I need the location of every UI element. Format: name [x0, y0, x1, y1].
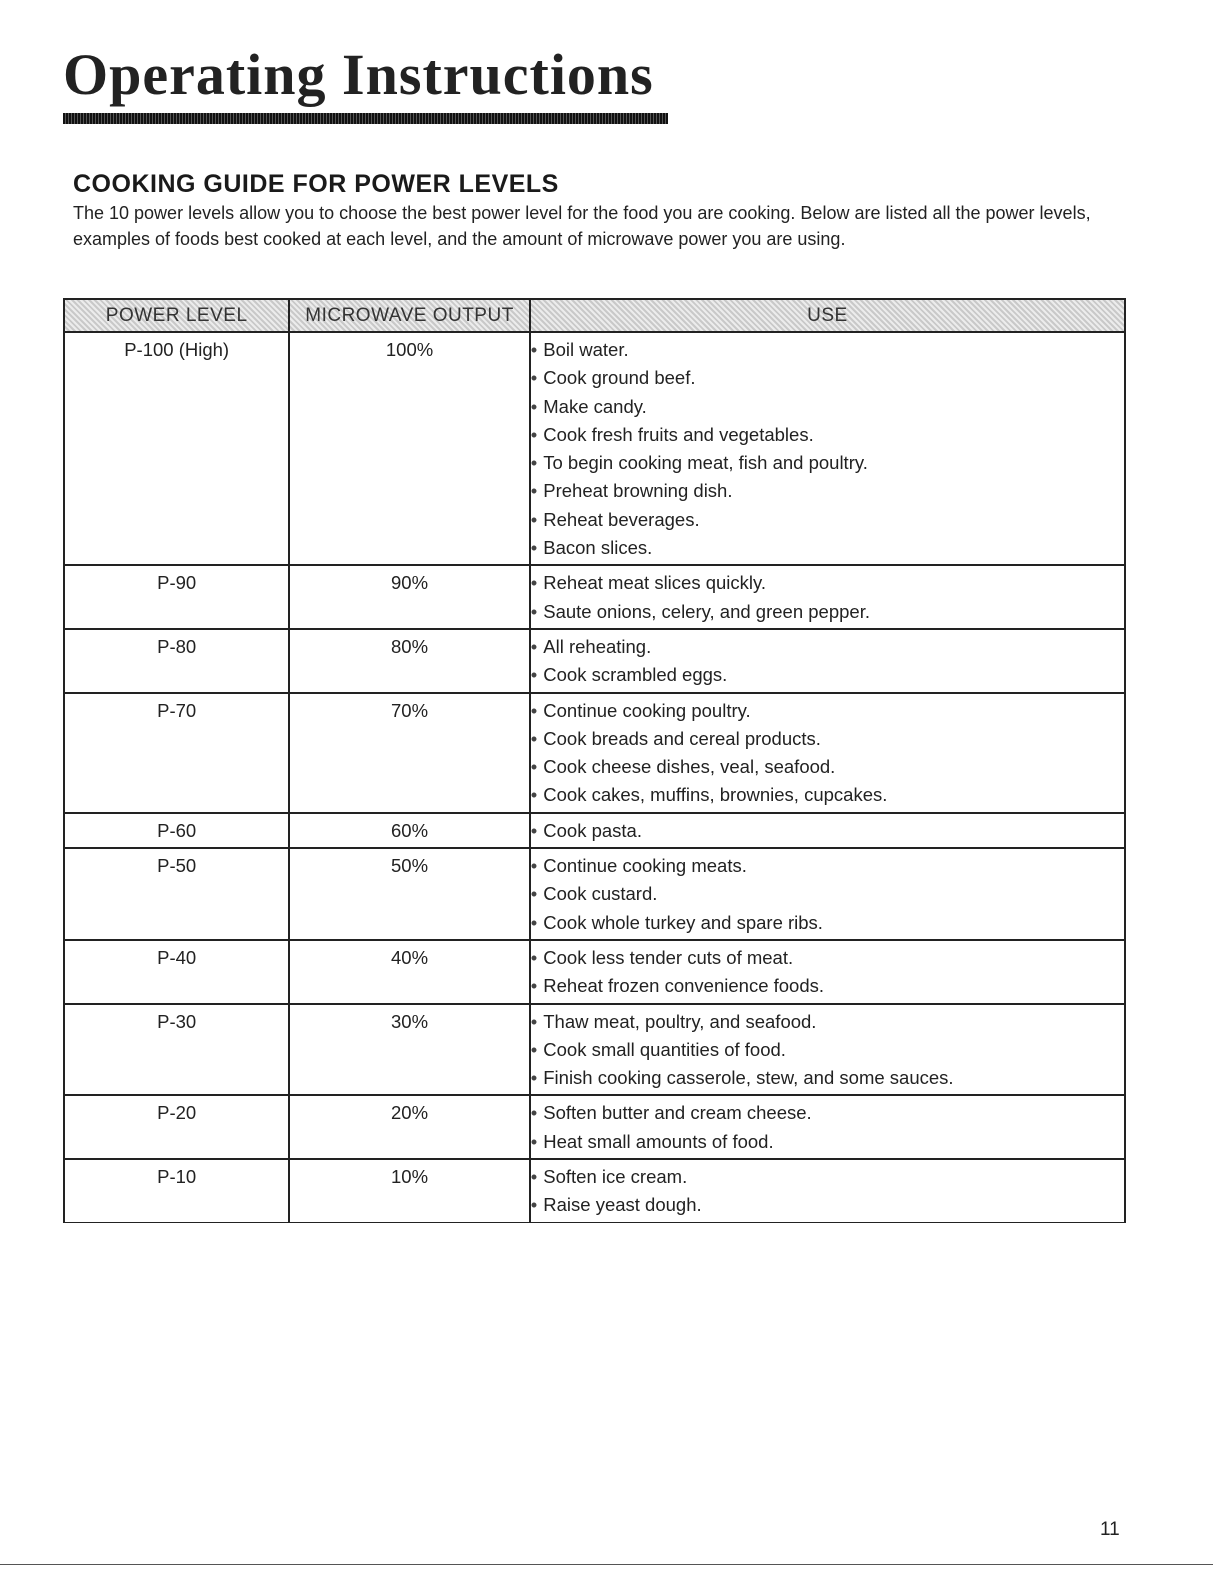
use-item: • Continue cooking poultry. [531, 697, 1124, 725]
power-level-cell: P-40 [64, 940, 289, 1004]
use-cell [530, 565, 1125, 629]
microwave-output-cell: 80% [289, 629, 529, 693]
microwave-output-cell: 20% [289, 1095, 529, 1159]
use-cell [530, 848, 1125, 940]
use-item: • Make candy. [531, 393, 1124, 421]
section-heading: COOKING GUIDE FOR POWER LEVELS [73, 170, 559, 198]
use-list [531, 336, 1124, 562]
use-item: • To begin cooking meat, fish and poultry. [531, 449, 1124, 477]
table-row [64, 1095, 1125, 1159]
use-item: • All reheating. [531, 633, 1124, 661]
microwave-output-cell: 70% [289, 693, 529, 813]
bottom-rule [0, 1564, 1213, 1565]
use-item: • Reheat frozen convenience foods. [531, 972, 1124, 1000]
intro-paragraph: The 10 power levels allow you to choose the best power level for the food you are cooking. Below are listed all the power levels, examples of foods best cooked at each level, and the amount of microwave power you are using. [73, 203, 1091, 249]
use-cell [530, 1095, 1125, 1159]
use-item: • Thaw meat, poultry, and seafood. [531, 1008, 1124, 1036]
use-item: • Heat small amounts of food. [531, 1128, 1124, 1156]
use-list [531, 1099, 1124, 1156]
use-list [531, 852, 1124, 937]
table-row [64, 1159, 1125, 1222]
table-row [64, 1004, 1125, 1096]
use-item: • Cook less tender cuts of meat. [531, 944, 1124, 972]
use-list [531, 569, 1124, 626]
use-item: • Cook breads and cereal products. [531, 725, 1124, 753]
power-level-cell: P-100 (High) [64, 332, 289, 565]
use-item: • Raise yeast dough. [531, 1191, 1124, 1219]
use-cell [530, 629, 1125, 693]
power-level-cell: P-70 [64, 693, 289, 813]
microwave-output-cell: 30% [289, 1004, 529, 1096]
power-level-cell: P-20 [64, 1095, 289, 1159]
use-item: • Cook cheese dishes, veal, seafood. [531, 753, 1124, 781]
power-level-cell: P-90 [64, 565, 289, 629]
power-level-cell: P-10 [64, 1159, 289, 1222]
header-use: USE [530, 299, 1125, 332]
microwave-output-cell: 10% [289, 1159, 529, 1222]
use-item: • Reheat beverages. [531, 506, 1124, 534]
table-row [64, 565, 1125, 629]
microwave-output-cell: 90% [289, 565, 529, 629]
microwave-output-cell: 50% [289, 848, 529, 940]
use-list [531, 1163, 1124, 1220]
power-level-cell: P-60 [64, 813, 289, 848]
use-list [531, 817, 1124, 845]
microwave-output-cell: 60% [289, 813, 529, 848]
use-item: • Cook cakes, muffins, brownies, cupcakes. [531, 781, 1124, 809]
table-row [64, 332, 1125, 565]
use-list [531, 944, 1124, 1001]
power-level-cell: P-80 [64, 629, 289, 693]
use-cell [530, 693, 1125, 813]
power-level-cell: P-50 [64, 848, 289, 940]
table-row [64, 940, 1125, 1004]
use-item: • Continue cooking meats. [531, 852, 1124, 880]
use-cell [530, 813, 1125, 848]
use-item: • Saute onions, celery, and green pepper. [531, 598, 1124, 626]
microwave-output-cell: 100% [289, 332, 529, 565]
use-list [531, 633, 1124, 690]
power-level-cell: P-30 [64, 1004, 289, 1096]
use-cell [530, 940, 1125, 1004]
use-item: • Cook ground beef. [531, 364, 1124, 392]
use-item: • Cook whole turkey and spare ribs. [531, 909, 1124, 937]
use-item: • Cook scrambled eggs. [531, 661, 1124, 689]
use-item: • Cook pasta. [531, 817, 1124, 845]
use-item: • Reheat meat slices quickly. [531, 569, 1124, 597]
use-list [531, 1008, 1124, 1093]
microwave-output-cell: 40% [289, 940, 529, 1004]
page-title: Operating Instructions [63, 42, 654, 107]
use-item: • Cook fresh fruits and vegetables. [531, 421, 1124, 449]
use-item: • Soften ice cream. [531, 1163, 1124, 1191]
use-item: • Preheat browning dish. [531, 477, 1124, 505]
header-microwave-output: MICROWAVE OUTPUT [289, 299, 529, 332]
use-cell [530, 1004, 1125, 1096]
use-list [531, 697, 1124, 810]
use-item: • Cook custard. [531, 880, 1124, 908]
header-power-level: POWER LEVEL [64, 299, 289, 332]
table-header-row [64, 299, 1125, 332]
table-row [64, 693, 1125, 813]
page-number: 11 [1100, 1519, 1120, 1540]
title-underline [63, 113, 668, 124]
table-row [64, 813, 1125, 848]
use-item: • Boil water. [531, 336, 1124, 364]
use-cell [530, 332, 1125, 565]
use-item: • Finish cooking casserole, stew, and some sauces. [531, 1064, 1124, 1092]
use-item: • Cook small quantities of food. [531, 1036, 1124, 1064]
use-item: • Soften butter and cream cheese. [531, 1099, 1124, 1127]
table-row [64, 629, 1125, 693]
use-item: • Bacon slices. [531, 534, 1124, 562]
use-cell [530, 1159, 1125, 1222]
power-level-table [63, 298, 1126, 1223]
table-row [64, 848, 1125, 940]
